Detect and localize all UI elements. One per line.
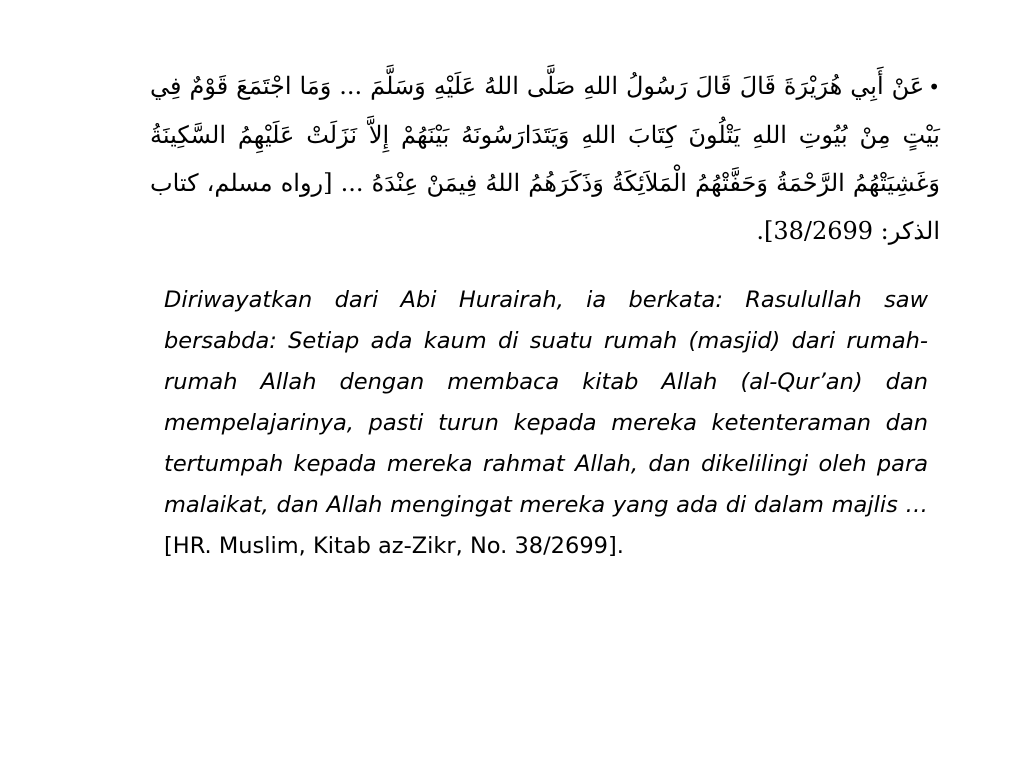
arabic-hadith-text xyxy=(150,62,940,255)
translation-text: Diriwayatkan dari Abi Hurairah, ia berkata: Rasulullah saw bersabda: Setiap ada kaum di suatu rumah (masjid) dari rumah-rumah Allah dengan membaca kitab Allah (al-Qur’an) dan mempelajarinya, pasti turun kepada mereka ketenteraman dan tertumpah kepada mereka rahmat Allah, dan dikelilingi oleh para malaikat, dan Allah mengingat mereka yang ada di dalam majlis … xyxy=(164,287,928,518)
arabic-text: عَنْ أَبِي هُرَيْرَةَ قَالَ قَالَ رَسُولُ اللهِ صَلَّى اللهُ عَلَيْهِ وَسَلَّمَ ... وَمَا اجْتَمَعَ قَوْمٌ فِي بَيْتٍ مِنْ بُيُوتِ اللهِ يَتْلُونَ كِتَابَ اللهِ وَيَتَدَارَسُونَهُ بَيْنَهُمْ إِلاَّ نَزَلَتْ عَلَيْهِمُ السَّكِينَةُ وَغَشِيَتْهُمُ الرَّحْمَةُ وَحَفَّتْهُمُ الْمَلاَئِكَةُ وَذَكَرَهُمُ اللهُ فِيمَنْ عِنْدَهُ ... xyxy=(150,72,940,197)
translation-paragraph xyxy=(164,280,928,567)
translation-reference: [HR. Muslim, Kitab az-Zikr, No. 38/2699]. xyxy=(164,533,624,559)
bullet-icon: • xyxy=(928,75,940,99)
arabic-reference: [رواه مسلم، كتاب الذكر: 38/2699]. xyxy=(150,169,940,245)
